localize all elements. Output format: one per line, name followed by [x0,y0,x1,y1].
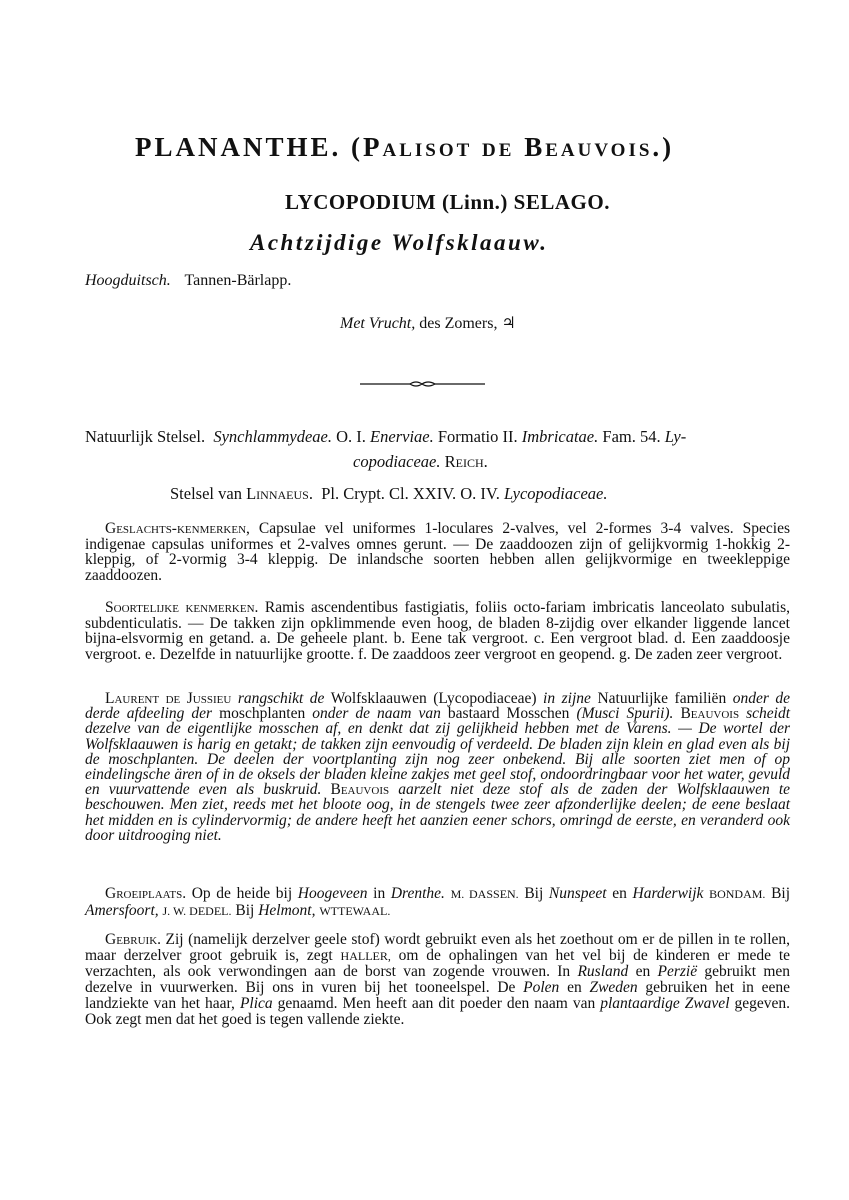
usage-t5: en [635,963,651,980]
habitat-t8: en [612,885,627,902]
usage-t3: om de ophalingen van het vel bij de kinderen er mede te verzachten, als ook verwondingen aan de borst van zogende vrouwen. In [85,947,791,980]
habitat-label: Groeiplaats. [105,885,187,902]
habitat-t12: Amersfoort, [85,901,159,919]
ns-family-number: Fam. 54. [602,427,661,446]
jussieu-text-6: moschplanten [219,705,306,723]
linnaeus-family: Lycopodiaceae. [503,484,608,503]
usage-paragraph [85,932,790,1028]
habitat-t16: WTTEWAAL. [319,903,391,918]
usage-t1: Zij (namelijk derzelver geele stof) wordt gebruikt even als het zoethout om er de pillen in te rollen, maar derzelver groot gebruik is, zegt [85,931,791,964]
habitat-t7: Nunspeet [548,885,607,902]
german-value: Tannen-Bärlapp. [184,272,292,289]
usage-t9: en [567,979,582,996]
ornamental-divider [360,380,485,388]
ns-division: Synchlammydeae. [213,427,332,446]
fruit-label: Met Vrucht, [340,315,416,332]
title-author: (Palisot de Beauvois.) [351,132,675,162]
species-char-label: Soortelijke kenmerken. [105,599,259,616]
habitat-t13: J. W. DEDEL. [162,903,232,918]
beauvois-text-1: scheidt dezelve van de eigentlijke mosschen af, en denkt dat zij gelijkheid hebben met de Varens. — De wortel der Wolfsklaauwen is harig en getakt; de takken zijn eenvoudig of verdeeld. De bladen zijn klein en glad even als bij de moschplanten. De deelen der voortplanting zijn nog zeer onbekend. Bij alle soorten ziet men of op eindelingsche ären of in de oksels der bladen kleine zakjes met geel stof, ondoordringbaar voor het water, gevuld en vuurvattende even als buskruid. [85,705,790,799]
usage-t6: Perzië [657,963,698,980]
ns-author: Reich. [444,452,488,471]
jussieu-text-7: onder de naam van [312,705,441,723]
jussieu-text-5: onder de derde afdeeling der [85,690,791,723]
habitat-t4: Drenthe. [390,885,445,902]
habitat-t15: Helmont, [258,901,316,919]
ns-family-a: Ly- [664,427,687,446]
habitat-t5: M. DASSEN. [450,887,519,901]
natural-system-label: Natuurlijk Stelsel. [85,427,206,446]
habitat-paragraph [85,886,790,919]
habitat-t6: Bij [524,885,544,902]
ns-formatio: Formatio II. [437,427,518,446]
fruit-season: des Zomers, [419,315,498,332]
species-char-text: Ramis ascendentibus fastigiatis, foliis octo-fariam imbricatis lanceolato subulatis, subdenticulatis. — De takken zijn opklimmende even hoog, de bladen 8-zijdig over elkander liggende lancet bijna-elsvormig en getand. a. De geheele plant. b. Eene tak vergroot. c. Een vergroot blad. d. Een zaaddoosje vergroot. e. Dezelfde in natuurlijke grootte. f. De zaaddoos zeer vergroot en geopend. g. De zaden zeer vergroot. [85,599,790,663]
beauvois-text-2: aarzelt niet deze stof als de zaden der Wolfsklaauwen te beschouwen. Men ziet, reeds met het bloote oog, in de stengels twee zeer afzonderlijke deelen; de eene beslaat het midden en is cylindervormig; de andere heeft het aanzien eener schors, omringd de eerste, en veranderd ook door uitdrooging niet. [85,781,791,844]
jussieu-text-4: Natuurlijke familiën [597,690,727,707]
habitat-t2: Hoogeveen [297,885,368,902]
usage-t13: genaamd. Men heeft aan dit poeder den naam van [277,995,596,1012]
usage-t10: Zweden [589,979,638,996]
habitat-t1: Op de heide bij [191,885,293,902]
habitat-t9: Harderwijk [632,885,704,902]
usage-t2: HALLER, [340,949,391,963]
usage-t12: Plica [239,995,273,1012]
beauvois-name-1: Beauvois [680,705,740,723]
jussieu-text-8: bastaard Mosschen [447,705,570,723]
beauvois-name-2: Beauvois [330,781,390,799]
genus-title: LYCOPODIUM (Linn.) SELAGO. [285,190,610,214]
usage-t15: gegeven. Ook zegt men dat het goed is tegen vallende ziekte. [85,995,791,1028]
jussieu-text-2: Wolfsklaauwen (Lycopodiaceae) [330,690,537,707]
natural-system-line2 [85,449,775,474]
ns-subdivision: Enerviae. [370,427,434,446]
jussieu-beauvois-paragraph [85,691,790,843]
dutch-name-title: Achtzijdige Wolfsklaauw. [250,230,549,255]
jussieu-name: Laurent de Jussieu [105,690,232,707]
jussieu-text-9: (Musci Spurii). [576,705,674,723]
usage-t7: gebruikt men dezelve in vuurwerken. Bij ons in vuren bij het tooneelspel. De [85,963,791,996]
species-characteristics [85,600,790,662]
usage-label: Gebruik. [105,931,162,948]
linnaeus-label: Stelsel van [170,484,242,503]
title-plananthe: PLANANTHE. [135,132,342,162]
usage-t14: plantaardige Zwavel [600,995,730,1012]
genus-char-text: Capsulae vel uniformes 1-loculares 2-valves, vel 2-formes 3-4 valves. Species indigenae capsulas uniformes et 2-valves omnes gerunt. — De zaaddoozen zijn of gelijkvormig 1-hokkig 2-kleppig, of 2-vormig 3-4 kleppig. De inlandsche soorten hebben allen gelijkvormige en tweekleppige zaaddoozen. [85,520,791,584]
linnaeus-class: Pl. Crypt. Cl. XXIV. O. IV. [321,484,500,503]
german-label: Hoogduitsch. [85,272,171,289]
ns-order: O. I. [336,427,366,446]
linnaeus-name: Linnaeus. [246,484,313,503]
habitat-t11: Bij [771,885,791,902]
ns-family-b: copodiaceae. [353,452,441,471]
linnaeus-system [170,484,607,504]
genus-characteristics [85,521,790,583]
perennial-symbol: ♃ [501,315,516,332]
ns-group: Imbricatae. [521,427,599,446]
habitat-t10: BONDAM. [709,887,766,901]
habitat-t14: Bij [235,901,255,919]
genus-char-label: Geslachts-kenmerken, [105,520,250,537]
jussieu-text-1: rangschikt de [237,690,325,707]
usage-t11: gebruiken het in eene landziekte van het haar, [85,979,791,1012]
usage-t4: Rusland [577,963,629,980]
jussieu-text-3: in zijne [543,690,591,707]
habitat-t3: in [373,885,386,902]
usage-t8: Polen [523,979,560,996]
german-name [85,272,291,290]
fruiting-info [340,313,516,333]
natural-system [85,424,775,474]
main-title [135,132,775,163]
